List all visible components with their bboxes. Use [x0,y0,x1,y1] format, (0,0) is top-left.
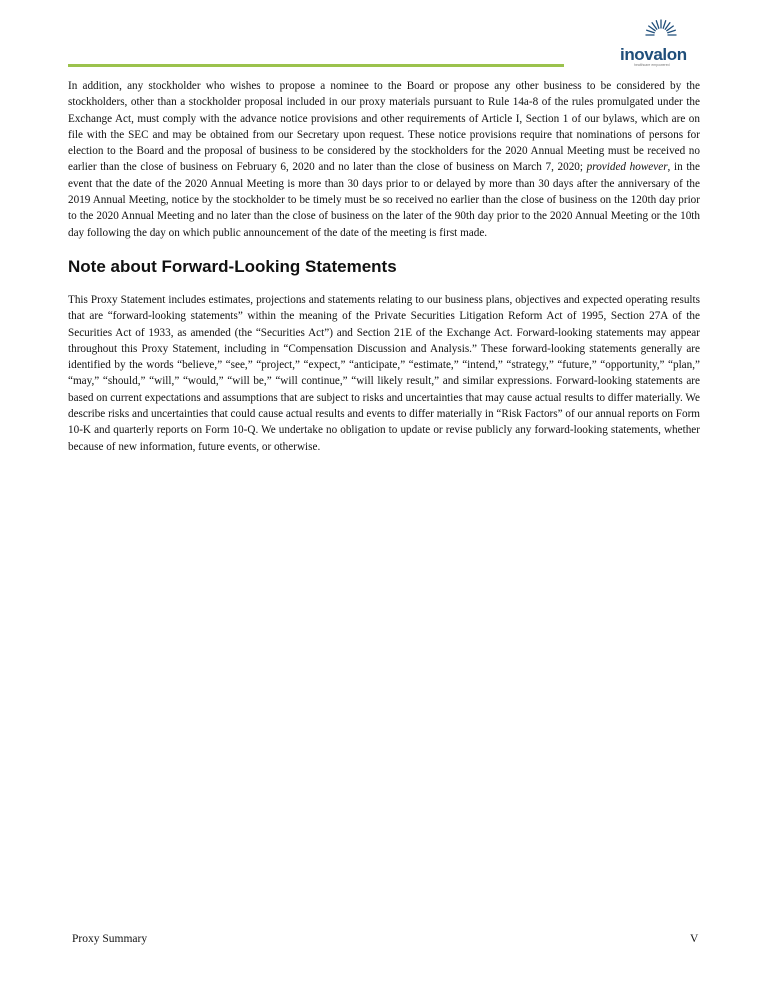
logo-tagline: healthcare empowered [634,63,670,67]
footer-section-title: Proxy Summary [72,933,148,945]
logo-wordmark: inovalon [620,45,687,64]
advance-notice-paragraph [68,78,700,241]
paragraph-text-2: , in the event that the date of the 2020 Annual Meeting is more than 30 days prior to or delayed by more than 30 days after the anniversary of the 2019 Annual Meeting, notice by the stockholder to be timely must be so received no earlier than the close of business on the 120th day prior to the 2020 Annual Meeting and no later than the close of business on the later of the 90th day prior to the 2020 Annual Meeting or the 10th day following the day on which public announcement of the date of the meeting is first made. [68,161,700,239]
section-heading: Note about Forward‑Looking Statements [68,256,397,276]
paragraph-text-1: In addition, any stockholder who wishes to propose a nominee to the Board or propose any other business to be considered by the stockholders, other than a stockholder proposal included in our proxy materials pursuant to Rule 14a‑8 of the rules promulgated under the Exchange Act, must comply with the advance notice provisions and other requirements of Article I, Section 1 of our bylaws, which are on file with the SEC and may be obtained from our Secretary upon request. These notice provisions require that nominations of persons for election to the Board and the proposal of business to be considered by the stockholders for the 2020 Annual Meeting must be received no earlier than the close of business on February 6, 2020 and no later than the close of business on March 7, 2020; [68,80,700,174]
header-rule [68,64,564,67]
italic-phrase: provided however [586,161,668,174]
starburst-icon [618,18,704,48]
forward-looking-paragraph: This Proxy Statement includes estimates, projections and statements relating to our business plans, objectives and expected operating results that are “forward‑looking statements” within the meaning of the Private Securities Litigation Reform Act of 1995, Section 27A of the Securities Act of 1933, as amended (the “Securities Act”) and Section 21E of the Exchange Act. Forward‑looking statements may appear throughout this Proxy Statement, including in “Compensation Discussion and Analysis.” These forward‑looking statements generally are identified by the words “believe,” “see,” “project,” “expect,” “anticipate,” “estimate,” “intend,” “strategy,” “future,” “opportunity,” “plan,” “may,” “should,” “will,” “would,” “will be,” “will continue,” “will likely result,” and similar expressions. Forward‑looking statements are based on current expectations and assumptions that are subject to risks and uncertainties that may cause actual results to differ materially. We describe risks and uncertainties that could cause actual results and events to differ materially in “Risk Factors” of our annual reports on Form 10‑K and quarterly reports on Form 10‑Q. We undertake no obligation to update or revise publicly any forward‑looking statements, whether because of new information, future events, or otherwise. [68,293,700,453]
company-logo [618,18,704,70]
page-content [68,78,700,455]
page-number: V [690,933,699,945]
